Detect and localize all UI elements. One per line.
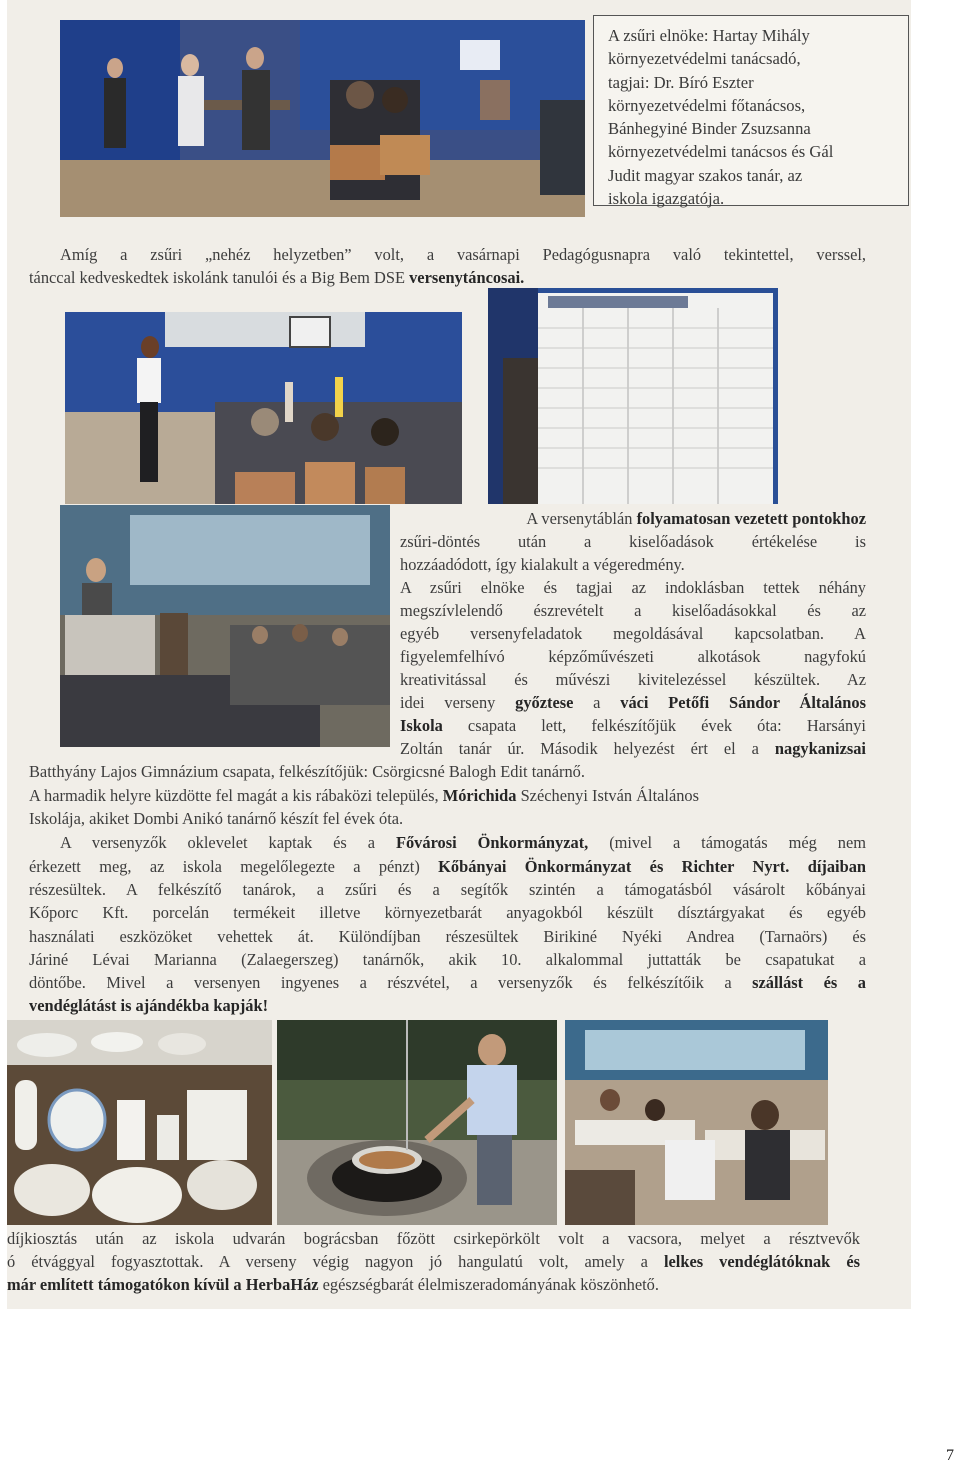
body-text: A harmadik helyre küzdötte fel magát a kis rábaközi település, (29, 786, 443, 805)
photo-dinner-hall (565, 1020, 828, 1225)
caption-line: Bánhegyiné Binder Zsuzsanna (608, 119, 811, 139)
side-line-6: egyéb versenyfeladatok megoldásával kapcsolatban. A (400, 624, 866, 643)
side-line-1 (426, 507, 866, 530)
body-text: érkezett meg, az iskola megelőlegezte a pénzt) (29, 857, 439, 876)
body-line-5 (29, 855, 866, 878)
bottom-text: egészségbarát élelmiszeradományának köszönhető. (318, 1275, 659, 1294)
bottom-text: ó étvággyal fogyasztottak. A verseny végig nagyon jó hangulatú volt, amely a (7, 1252, 664, 1271)
side-line-2: zsűri-döntés után a kiselőadások értékelése is (400, 532, 866, 551)
body-bold: Mórichida (442, 786, 517, 805)
bottom-line-1: díjkiosztás után az iskola udvarán bográcsban főzött csirkepörkölt volt a vacsora, melyet a résztvevők (7, 1229, 860, 1248)
body-text: döntőbe. Mivel a versenyen ingyenes a részvétel, a versenyzők és felkészítőik a (29, 973, 753, 992)
body-bold: Fővárosi Önkormányzat, (395, 833, 589, 852)
bottom-bold: már említett támogatókon kívül a HerbaHáz (7, 1275, 319, 1294)
side-text: Zoltán tanár úr. Második helyezést ért el a (400, 739, 775, 758)
scanned-page (7, 0, 911, 1309)
side-line-9 (400, 691, 866, 714)
caption-line: tagjai: Dr. Bíró Eszter (608, 72, 754, 92)
body-line-6: részesültek. A felkészítő tanárok, a zsűri és a segítők szintén a támogatásból vásárolt kőbányai (29, 880, 866, 899)
side-line-8: kreativitással és művészi kivitelezéssel készültek. Az (400, 670, 866, 689)
side-line-4: A zsűri elnöke és tagjai az indoklásban tettek néhány (400, 578, 866, 597)
photo-porcelain-gifts (7, 1020, 272, 1225)
caption-line: környezetvédelmi tanácsos és Gál (608, 142, 834, 162)
intro-line-2 (29, 266, 866, 289)
side-text: csapata lett, felkészítőjük évek óta: Harsányi (442, 716, 866, 735)
intro-line-1: Amíg a zsűri „nehéz helyzetben” volt, a vasárnapi Pedagógusnapra való tekintettel, verssel, (60, 245, 866, 264)
bottom-bold: lelkes vendéglátóknak és (663, 1252, 860, 1271)
side-line-7: figyelemfelhívó képzőművészeti alkotások nagyfokú (400, 647, 866, 666)
caption-line: A zsűri elnöke: Hartay Mihály (608, 26, 810, 45)
side-line-10 (400, 714, 866, 737)
body-text: A versenyzők oklevelet kaptak és a (60, 833, 396, 852)
body-line-10 (29, 971, 866, 994)
side-text: a (573, 693, 621, 712)
body-line-11 (29, 994, 866, 1017)
side-text: idei verseny (400, 693, 516, 712)
page-number: 7 (946, 1447, 954, 1464)
jury-caption-box (593, 15, 909, 209)
body-line-7: Kőporc Kft. porcelán termékeit illetve környezetbarát anyagokból készült dísztárgyakat és egyéb (29, 903, 866, 922)
bottom-line-2 (7, 1250, 860, 1273)
body-text: (mivel a támogatás még nem (588, 833, 866, 852)
side-bold: váci Petőfi Sándor Általános (620, 693, 866, 712)
intro-bold: versenytáncosai. (409, 268, 525, 287)
body-line-2 (29, 784, 866, 807)
side-bold: Iskola (400, 716, 443, 735)
caption-line: környezetvédelmi főtanácsos, (608, 95, 806, 115)
body-bold: vendéglátást is ajándékba kapják! (29, 996, 269, 1015)
body-line-4 (60, 831, 866, 854)
photo-cooking-kettle (277, 1020, 557, 1225)
side-text: A versenytáblán (526, 509, 637, 528)
side-line-3: hozzáadódott, így kialakult a végeredmény. (400, 555, 685, 574)
body-bold: szállást és a (752, 973, 866, 992)
photo-jury-presentation (60, 20, 585, 217)
side-line-5: megszívlelendő észrevételt a kiselőadásokkal és az (400, 601, 866, 620)
side-line-11 (400, 737, 866, 760)
body-text: Széchenyi István Általános (516, 786, 699, 805)
photo-poem-recital (65, 312, 462, 504)
caption-line: környezetvédelmi tanácsadó, (608, 49, 801, 69)
photo-presentation-gym (60, 505, 390, 747)
body-line-3: Iskolája, akiket Dombi Anikó tanárnő készít fel évek óta. (29, 809, 404, 828)
caption-line: iskola igazgatója. (608, 189, 725, 209)
bottom-line-3 (7, 1273, 860, 1296)
side-bold: nagykanizsai (774, 739, 866, 758)
side-bold: folyamatosan vezetett pontokhoz (636, 509, 866, 528)
body-line-8: használati eszközöket vehettek át. Különdíjban részesültek Birikiné Nyéki Andrea (Tarnaörs) és (29, 927, 866, 946)
side-bold: győztese (515, 693, 574, 712)
body-bold: Kőbányai Önkormányzat és Richter Nyrt. díjaiban (438, 857, 867, 876)
intro-text: tánccal kedveskedtek iskolánk tanulói és a Big Bem DSE (29, 268, 410, 287)
body-line-1: Batthyány Lajos Gimnázium csapata, felkészítőjük: Csörgicsné Balogh Edit tanárnő. (29, 762, 585, 781)
photo-score-board (488, 288, 778, 504)
body-line-9: Járiné Lévai Marianna (Zalaegerszeg) tanárnők, akik 10. alkalommal juttatták be csapatukat a (29, 950, 866, 969)
caption-line: Judit magyar szakos tanár, az (608, 165, 803, 185)
